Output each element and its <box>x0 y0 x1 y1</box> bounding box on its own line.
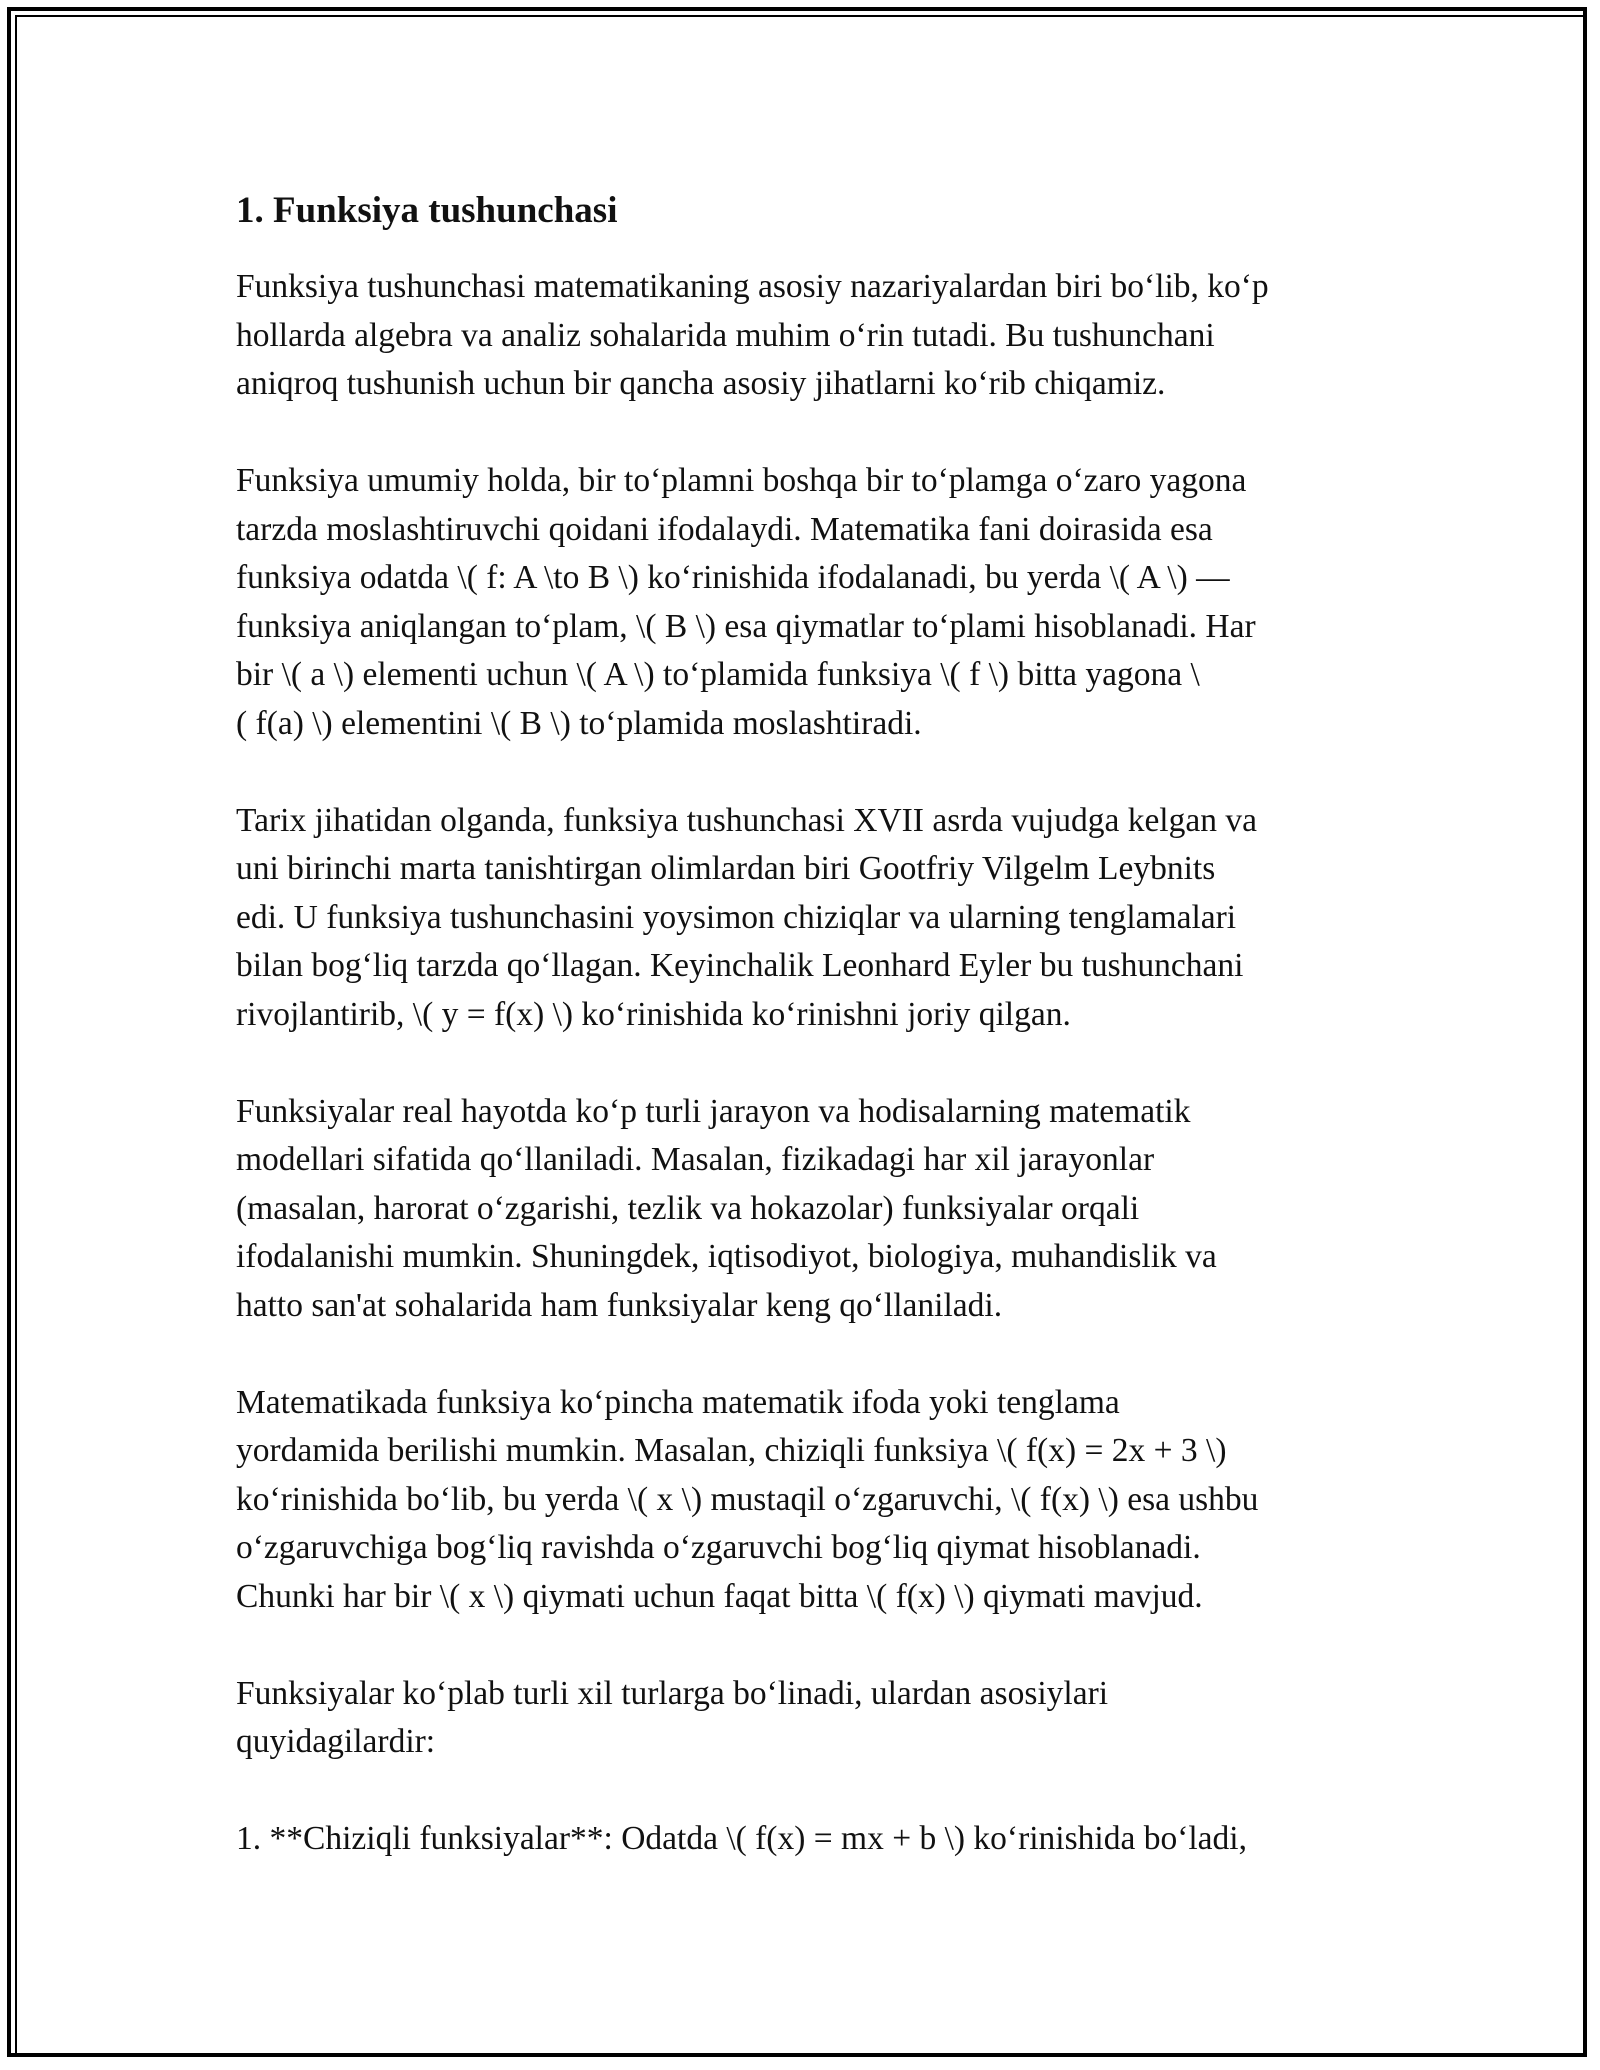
section-heading: 1. Funksiya tushunchasi <box>236 190 618 231</box>
text-line: tarzda moslashtiruvchi qoidani ifodalaydi. Matematika fani doirasida esa <box>236 510 1213 548</box>
paragraph-history <box>236 797 1386 1040</box>
document-body <box>236 185 1386 1864</box>
text-line: quyidagilardir: <box>236 1723 436 1760</box>
paragraph-types-intro <box>236 1670 1386 1767</box>
text-line: Funksiyalar real hayotda ko‘p turli jarayon va hodisalarning matematik <box>236 1092 1191 1130</box>
text-line: yordamida berilishi mumkin. Masalan, chiziqli funksiya \( f(x) = 2x + 3 \) <box>236 1432 1227 1469</box>
paragraph-applications <box>236 1088 1386 1331</box>
text-line: (masalan, harorat o‘zgarishi, tezlik va hokazolar) funksiyalar orqali <box>236 1189 1140 1227</box>
text-line: aniqroq tushunish uchun bir qancha asosiy jihatlarni ko‘rib chiqamiz. <box>236 365 1166 402</box>
text-line: ifodalanishi mumkin. Shuningdek, iqtisodiyot, biologiya, muhandislik va <box>236 1238 1217 1275</box>
text-line: 1. **Chiziqli funksiyalar**: Odatda \( f(x) = mx + b \) ko‘rinishida bo‘ladi, <box>236 1820 1247 1857</box>
text-line: Chunki har bir \( x \) qiymati uchun faqat bitta \( f(x) \) qiymati mavjud. <box>236 1577 1203 1615</box>
text-line: funksiya aniqlangan to‘plam, \( B \) esa qiymatlar to‘plami hisoblanadi. Har <box>236 607 1256 645</box>
text-line: bilan bog‘liq tarzda qo‘llagan. Keyinchalik Leonhard Eyler bu tushunchani <box>236 947 1244 984</box>
text-line: uni birinchi marta tanishtirgan olimlardan biri Gootfriy Vilgelm Leybnits <box>236 850 1216 887</box>
text-line: Tarix jihatidan olganda, funksiya tushunchasi XVII asrda vujudga kelgan va <box>236 801 1257 839</box>
text-line: bir \( a \) elementi uchun \( A \) to‘plamida funksiya \( f \) bitta yagona \ <box>236 656 1200 693</box>
text-line: funksiya odatda \( f: A \to B \) ko‘rinishida ifodalanadi, bu yerda \( A \) — <box>236 559 1230 596</box>
text-line: rivojlantirib, \( y = f(x) \) ko‘rinishida ko‘rinishni joriy qilgan. <box>236 995 1071 1033</box>
text-line: Matematikada funksiya ko‘pincha matematik ifoda yoki tenglama <box>236 1383 1120 1421</box>
text-line: hatto san'at sohalarida ham funksiyalar keng qo‘llaniladi. <box>236 1286 1003 1324</box>
text-line: edi. U funksiya tushunchasini yoysimon chiziqlar va ularning tenglamalari <box>236 898 1237 936</box>
paragraph-intro <box>236 263 1386 409</box>
paragraph-expressions <box>236 1379 1386 1622</box>
text-line: Funksiyalar ko‘plab turli xil turlarga bo‘linadi, ulardan asosiylari <box>236 1674 1109 1712</box>
text-line: hollarda algebra va analiz sohalarida muhim o‘rin tutadi. Bu tushunchani <box>236 316 1215 354</box>
text-line: o‘zgaruvchiga bog‘liq ravishda o‘zgaruvchi bog‘liq qiymat hisoblanadi. <box>236 1529 1201 1566</box>
paragraph-definition <box>236 457 1386 748</box>
text-line: modellari sifatida qo‘llaniladi. Masalan, fizikadagi har xil jarayonlar <box>236 1141 1155 1178</box>
text-line: ( f(a) \) elementini \( B \) to‘plamida moslashtiradi. <box>236 704 922 742</box>
text-line: ko‘rinishida bo‘lib, bu yerda \( x \) mustaqil o‘zgaruvchi, \( f(x) \) esa ushbu <box>236 1480 1259 1518</box>
text-line: Funksiya umumiy holda, bir to‘plamni boshqa bir to‘plamga o‘zaro yagona <box>236 462 1247 499</box>
text-line: Funksiya tushunchasi matematikaning asosiy nazariyalardan biri bo‘lib, ko‘p <box>236 268 1269 305</box>
list-item-linear-functions <box>236 1815 1386 1864</box>
